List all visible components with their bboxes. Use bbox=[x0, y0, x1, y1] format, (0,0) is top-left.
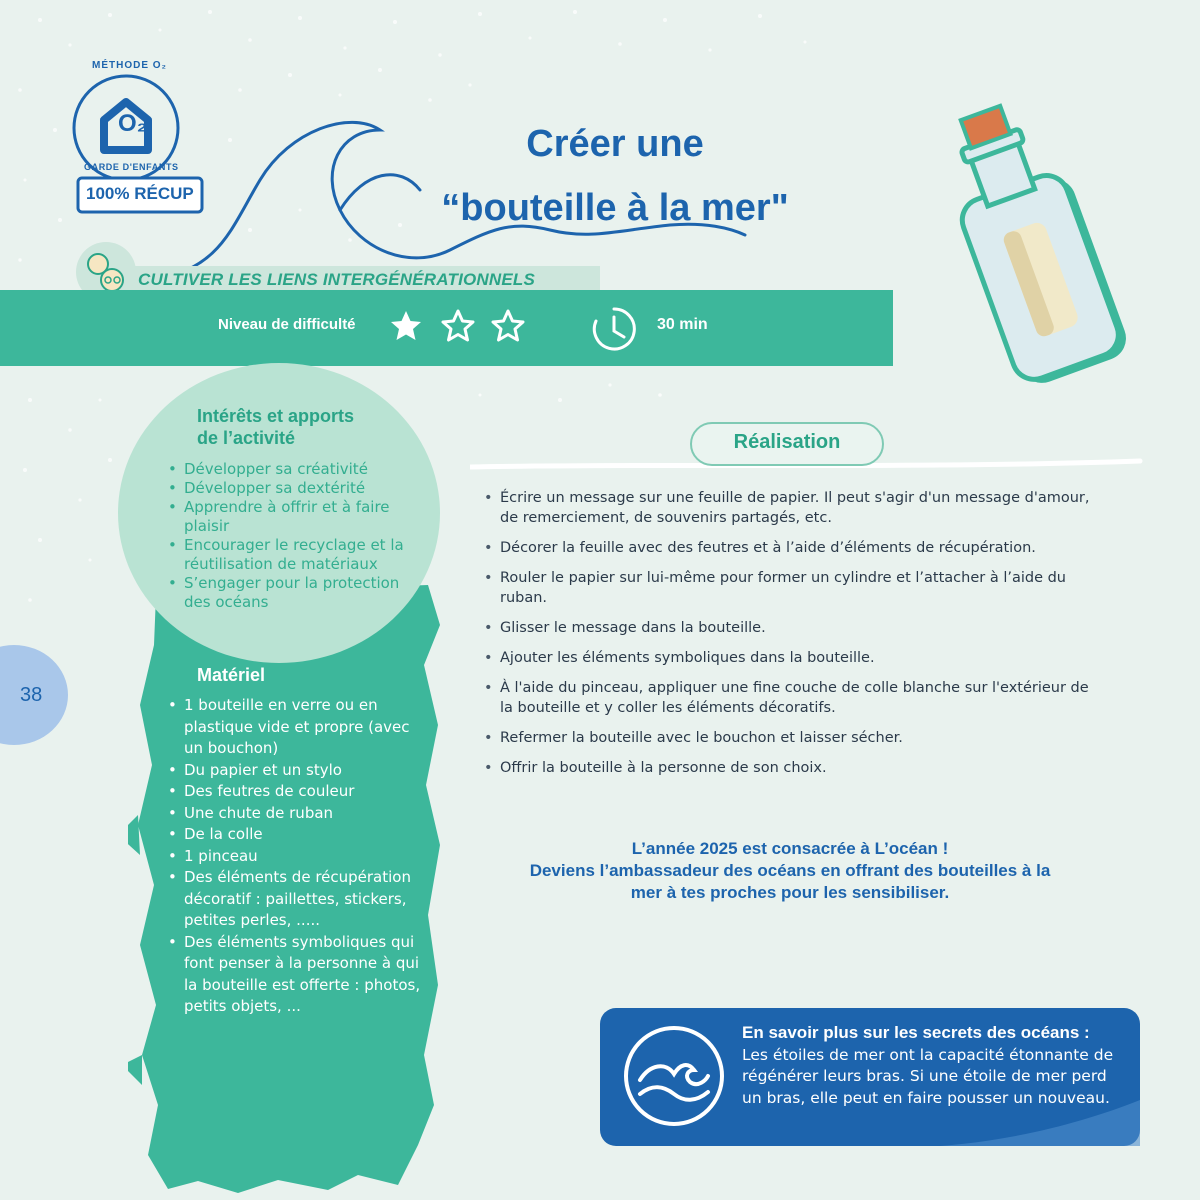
realisation-steps bbox=[484, 488, 1104, 788]
page-title bbox=[380, 112, 850, 240]
interests-title bbox=[197, 405, 354, 449]
star-outline-icon bbox=[493, 311, 523, 340]
list-item: • Apprendre à offrir et à faire plaisir bbox=[168, 498, 428, 536]
step-item: • À l'aide du pinceau, appliquer une fine couche de colle blanche sur l'extérieur de la bouteille et y coller les éléments décoratifs. bbox=[484, 678, 1104, 718]
ocean-facts-body: Les étoiles de mer ont la capacité étonnante de régénérer leurs bras. Si une étoile de mer perd un bras, elle peut en faire pousser un nouveau. bbox=[742, 1045, 1114, 1107]
wave-icon bbox=[618, 1020, 730, 1132]
step-item: • Ajouter les éléments symboliques dans la bouteille. bbox=[484, 648, 1104, 668]
step-item: • Offrir la bouteille à la personne de son choix. bbox=[484, 758, 1104, 778]
logo-mark: O₂ bbox=[118, 110, 148, 137]
list-item: • Développer sa dextérité bbox=[168, 479, 428, 498]
list-item: • Une chute de ruban bbox=[168, 803, 430, 825]
step-item: • Écrire un message sur une feuille de papier. Il peut s'agir d'un message d'amour, de remerciement, de souvenirs partagés, etc. bbox=[484, 488, 1104, 528]
difficulty-stars bbox=[388, 308, 548, 344]
list-item: • Encourager le recyclage et la réutilisation de matériaux bbox=[168, 536, 428, 574]
list-item: • Des feutres de couleur bbox=[168, 781, 430, 803]
list-item: • Du papier et un stylo bbox=[168, 760, 430, 782]
callout-line-2: Deviens l’ambassadeur des océans en offrant des bouteilles à la bbox=[529, 861, 1051, 880]
ocean-facts-text bbox=[742, 1022, 1120, 1109]
step-item: • Glisser le message dans la bouteille. bbox=[484, 618, 1104, 638]
interests-title-line-2: de l’activité bbox=[197, 428, 296, 448]
step-item: • Rouler le papier sur lui-même pour former un cylindre et l’attacher à l’aide du ruban. bbox=[484, 568, 1104, 608]
title-line-2: “bouteille à la mer" bbox=[441, 187, 789, 229]
page-number: 38 bbox=[20, 684, 43, 706]
star-filled-icon bbox=[391, 311, 421, 340]
title-line-1: Créer une bbox=[526, 123, 704, 165]
materials-list bbox=[168, 695, 430, 1018]
duration-label: 30 min bbox=[657, 316, 708, 333]
theme-label: CULTIVER LES LIENS INTERGÉNÉRATIONNELS bbox=[138, 270, 536, 289]
callout-line-3: mer à tes proches pour les sensibiliser. bbox=[630, 883, 950, 902]
list-item: • S’engager pour la protection des océans bbox=[168, 574, 428, 612]
step-item: • Décorer la feuille avec des feutres et à l’aide d’éléments de récupération. bbox=[484, 538, 1104, 558]
materials-title: Matériel bbox=[197, 665, 266, 685]
list-item: • 1 pinceau bbox=[168, 846, 430, 868]
clock-icon bbox=[590, 305, 638, 353]
list-item: • 1 bouteille en verre ou en plastique vide et propre (avec un bouchon) bbox=[168, 695, 430, 760]
logo-top-text: MÉTHODE O₂ bbox=[92, 60, 167, 71]
star-outline-icon bbox=[443, 311, 473, 340]
callout-line-1: L’année 2025 est consacrée à L’océan ! bbox=[631, 839, 949, 858]
logo-bottom-text: GARDE D'ENFANTS bbox=[84, 162, 179, 172]
logo-badge: 100% RÉCUP bbox=[86, 184, 194, 203]
list-item: • Des éléments de récupération décoratif : paillettes, stickers, petites perles, ..... bbox=[168, 867, 430, 932]
list-item: • Développer sa créativité bbox=[168, 460, 428, 479]
list-item: • Des éléments symboliques qui font penser à la personne à qui la bouteille est offerte : photos, petits objets, ... bbox=[168, 932, 430, 1018]
difficulty-label: Niveau de difficulté bbox=[218, 316, 356, 333]
ocean-facts-heading: En savoir plus sur les secrets des océans : bbox=[742, 1023, 1090, 1042]
interests-title-line-1: Intérêts et apports bbox=[197, 406, 355, 426]
interests-list bbox=[168, 460, 428, 612]
ocean-year-callout bbox=[470, 838, 1110, 904]
bottle-illustration bbox=[905, 100, 1145, 390]
realisation-title: Réalisation bbox=[690, 422, 884, 466]
step-item: • Refermer la bouteille avec le bouchon et laisser sécher. bbox=[484, 728, 1104, 748]
list-item: • De la colle bbox=[168, 824, 430, 846]
